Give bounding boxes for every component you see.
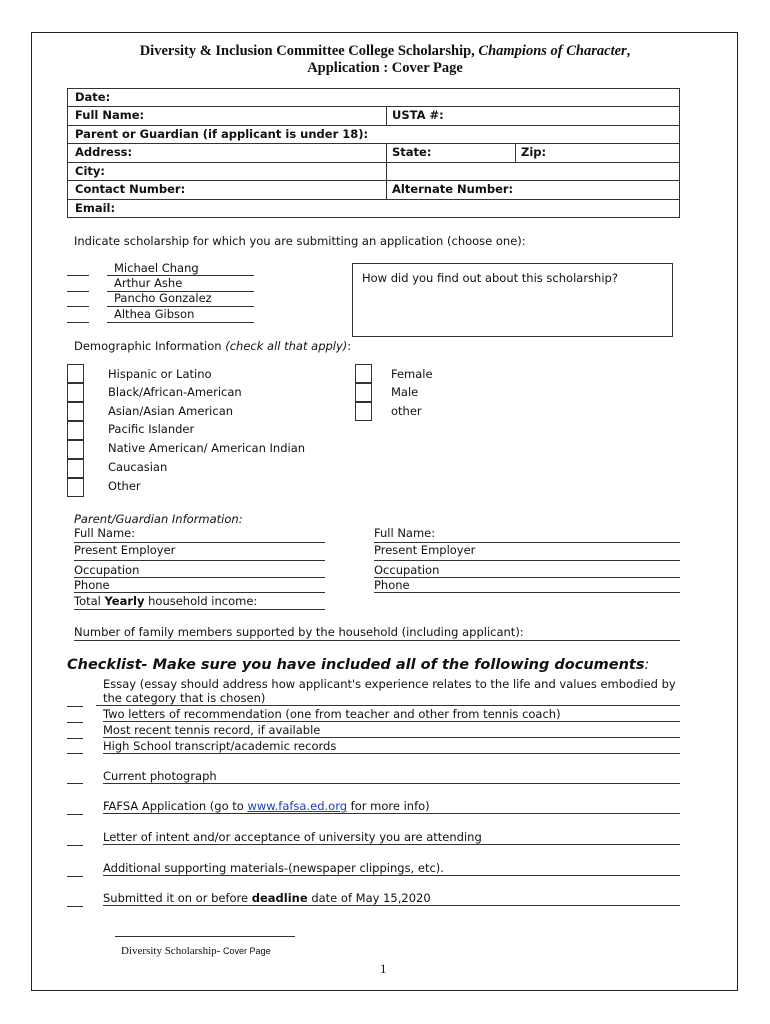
essay-line1: Essay (essay should address how applicant's experience relates to the life and values embodied by (103, 677, 676, 691)
checkbox-caucasian[interactable] (67, 459, 84, 478)
demographic-label: Demographic Information (74, 339, 222, 353)
address-field[interactable]: Address: (75, 145, 133, 159)
check-blank-photo[interactable] (67, 783, 83, 784)
zip-field[interactable]: Zip: (521, 145, 547, 159)
checklist-colon: : (644, 657, 650, 673)
demographic-colon: : (347, 339, 352, 353)
checklist-fafsa (103, 799, 680, 814)
checkbox-gender-other[interactable] (355, 402, 372, 421)
ethnicity-label: Black/African-American (108, 385, 242, 399)
deadline-date: date of May 15,2020 (311, 891, 431, 905)
checkbox-hispanic[interactable] (67, 364, 84, 383)
page-subtitle: Application : Cover Page (307, 60, 463, 76)
parent2-employer[interactable]: Present Employer (374, 543, 680, 561)
choice-blank[interactable] (67, 291, 89, 292)
income-label: Total (74, 594, 101, 608)
choice-blank[interactable] (67, 322, 89, 323)
scholarship-option: Pancho Gonzalez (107, 292, 254, 307)
alternate-number-field[interactable]: Alternate Number: (392, 182, 514, 196)
check-blank-deadline[interactable] (67, 906, 83, 907)
parent2-full-name[interactable]: Full Name: (374, 526, 680, 543)
city-field[interactable]: City: (75, 164, 105, 178)
household-income-field[interactable] (74, 594, 325, 610)
scholarship-option: Althea Gibson (107, 308, 254, 323)
checklist-intent: Letter of intent and/or acceptance of university you are attending (103, 830, 680, 845)
parent-info-heading: Parent/Guardian Information: (74, 512, 243, 526)
title-italic: Champions of Character (478, 43, 627, 59)
checkbox-female[interactable] (355, 364, 372, 383)
title-comma: , (626, 43, 631, 59)
applicant-info-table (67, 88, 680, 218)
page-title (0, 43, 770, 60)
checkbox-pacific[interactable] (67, 421, 84, 440)
essay-line2: the category that is chosen) (103, 691, 266, 705)
checkbox-native[interactable] (67, 440, 84, 459)
ethnicity-label: Pacific Islander (108, 422, 195, 436)
gender-label: Male (391, 385, 419, 399)
date-field[interactable]: Date: (75, 90, 111, 104)
gender-label: other (391, 404, 422, 418)
ethnicity-label: Other (108, 479, 141, 493)
demographic-heading (74, 339, 351, 353)
checkbox-other[interactable] (67, 478, 84, 497)
gender-label: Female (391, 367, 433, 381)
rule (96, 705, 680, 706)
contact-number-field[interactable]: Contact Number: (75, 182, 186, 196)
check-blank-transcript[interactable] (67, 753, 83, 754)
footer-rule (115, 936, 295, 937)
ethnicity-label: Hispanic or Latino (108, 367, 212, 381)
check-blank-tennis[interactable] (67, 738, 83, 739)
find-out-textbox[interactable] (352, 263, 673, 337)
parent1-full-name[interactable]: Full Name: (74, 526, 325, 543)
checklist-letters: Two letters of recommendation (one from teacher and other from tennis coach) (103, 707, 680, 722)
checkbox-male[interactable] (355, 383, 372, 402)
checklist-photo: Current photograph (103, 769, 680, 784)
ethnicity-label: Native American/ American Indian (108, 441, 306, 455)
checkbox-black[interactable] (67, 383, 84, 402)
checklist-heading (67, 657, 649, 673)
check-blank-essay[interactable] (67, 706, 83, 707)
check-blank-additional[interactable] (67, 876, 83, 877)
ethnicity-label: Asian/Asian American (108, 404, 234, 418)
ethnicity-label: Caucasian (108, 460, 168, 474)
family-members-field[interactable]: Number of family members supported by the household (including applicant): (74, 625, 680, 641)
parent2-occupation[interactable]: Occupation (374, 563, 680, 578)
income-label-rest: household income: (148, 594, 258, 608)
parent1-employer[interactable]: Present Employer (74, 543, 325, 561)
deadline-bold: deadline (251, 891, 308, 905)
checklist-additional: Additional supporting materials-(newspaper clippings, etc). (103, 861, 680, 876)
scholarship-option: Arthur Ashe (107, 277, 254, 292)
income-label-bold: Yearly (104, 594, 145, 608)
parent1-phone[interactable]: Phone (74, 578, 325, 593)
full-name-field[interactable]: Full Name: (75, 108, 145, 122)
usta-field[interactable]: USTA #: (392, 108, 444, 122)
title-part: Diversity & Inclusion Committee College Scholarship, (139, 43, 475, 59)
footer-label-main: Diversity Scholarship- (121, 945, 221, 957)
parent1-occupation[interactable]: Occupation (74, 563, 325, 578)
checkbox-asian[interactable] (67, 402, 84, 421)
check-blank-letters[interactable] (67, 722, 83, 723)
fafsa-text: FAFSA Application (go to (103, 799, 244, 813)
choice-blank[interactable] (67, 306, 89, 307)
choice-blank[interactable] (67, 275, 89, 276)
demographic-note: (check all that apply) (225, 339, 348, 353)
footer-label (121, 945, 271, 957)
fafsa-text-end: for more info) (350, 799, 430, 813)
find-out-label: How did you find out about this scholarship? (362, 271, 618, 285)
checklist-heading-text: Checklist- Make sure you have included all of the following documents (67, 657, 645, 673)
email-field[interactable]: Email: (75, 201, 116, 215)
parent-guardian-field[interactable]: Parent or Guardian (if applicant is under 18): (75, 127, 369, 141)
check-blank-intent[interactable] (67, 845, 83, 846)
fafsa-link[interactable]: www.fafsa.ed.org (247, 799, 348, 813)
scholarship-option: Michael Chang (107, 262, 254, 276)
scholarship-prompt: Indicate scholarship for which you are submitting an application (choose one): (74, 234, 526, 248)
page-number: 1 (380, 961, 387, 976)
footer-label-sub: Cover Page (223, 946, 271, 956)
checklist-deadline (103, 891, 680, 906)
check-blank-fafsa[interactable] (67, 814, 83, 815)
state-field[interactable]: State: (392, 145, 432, 159)
checklist-essay (103, 677, 676, 705)
checklist-tennis: Most recent tennis record, if available (103, 723, 680, 738)
parent2-phone[interactable]: Phone (374, 578, 680, 593)
checklist-transcript: High School transcript/academic records (103, 739, 680, 754)
deadline-text: Submitted it on or before (103, 891, 249, 905)
